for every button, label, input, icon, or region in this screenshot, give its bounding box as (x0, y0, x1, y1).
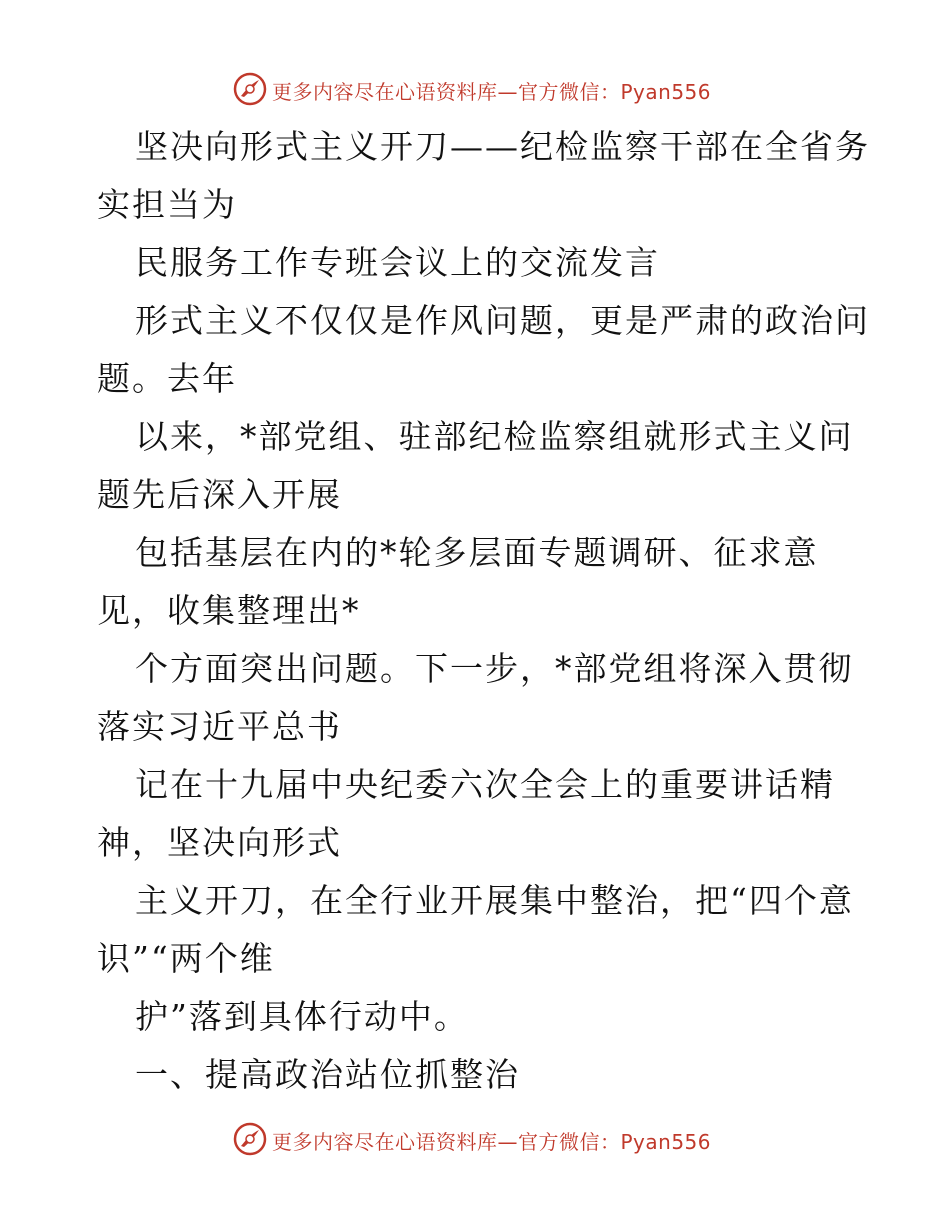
paragraph-line: 形式主义不仅仅是作风问题，更是严肃的政治问 (135, 301, 870, 340)
footer-text (272, 1126, 711, 1155)
title-line-2: 实担当为 (97, 185, 237, 224)
paragraph-line: 记在十九届中央纪委六次全会上的重要讲话精 (135, 765, 835, 804)
quill-circle-logo-icon (233, 1122, 267, 1156)
paragraph-line: 个方面突出问题。下一步，*部党组将深入贯彻 (135, 649, 854, 688)
header-brand-text: 更多内容尽在心语资料库 (272, 80, 498, 104)
header-separator: — (497, 80, 518, 104)
paragraph-line: 落实习近平总书 (97, 707, 342, 746)
footer-banner (0, 1120, 950, 1160)
paragraph-line: 包括基层在内的*轮多层面专题调研、征求意 (135, 533, 819, 572)
paragraph-line: 识”“两个维 (97, 939, 275, 978)
paragraph-line: 护”落到具体行动中。 (135, 997, 469, 1036)
footer-brand-text: 更多内容尽在心语资料库 (272, 1130, 498, 1154)
header-text (272, 76, 711, 105)
paragraph-line: 以来，*部党组、驻部纪检监察组就形式主义问 (135, 417, 854, 456)
document-body (97, 118, 870, 1104)
paragraph-line: 神，坚决向形式 (97, 823, 342, 862)
header-banner (0, 70, 950, 110)
header-wechat-text: 官方微信：Pyan556 (518, 80, 712, 104)
section-heading: 一、提高政治站位抓整治 (135, 1055, 520, 1094)
paragraph-line: 主义开刀，在全行业开展集中整治，把“四个意 (135, 881, 854, 920)
footer-wechat-text: 官方微信：Pyan556 (518, 1130, 712, 1154)
paragraph-line: 见，收集整理出* (97, 591, 361, 630)
footer-separator: — (497, 1130, 518, 1154)
paragraph-line: 题。去年 (97, 359, 237, 398)
quill-circle-logo-icon (233, 72, 267, 106)
title-line-1: 坚决向形式主义开刀——纪检监察干部在全省务 (135, 127, 870, 166)
paragraph-line: 题先后深入开展 (97, 475, 342, 514)
title-line-3: 民服务工作专班会议上的交流发言 (135, 243, 660, 282)
